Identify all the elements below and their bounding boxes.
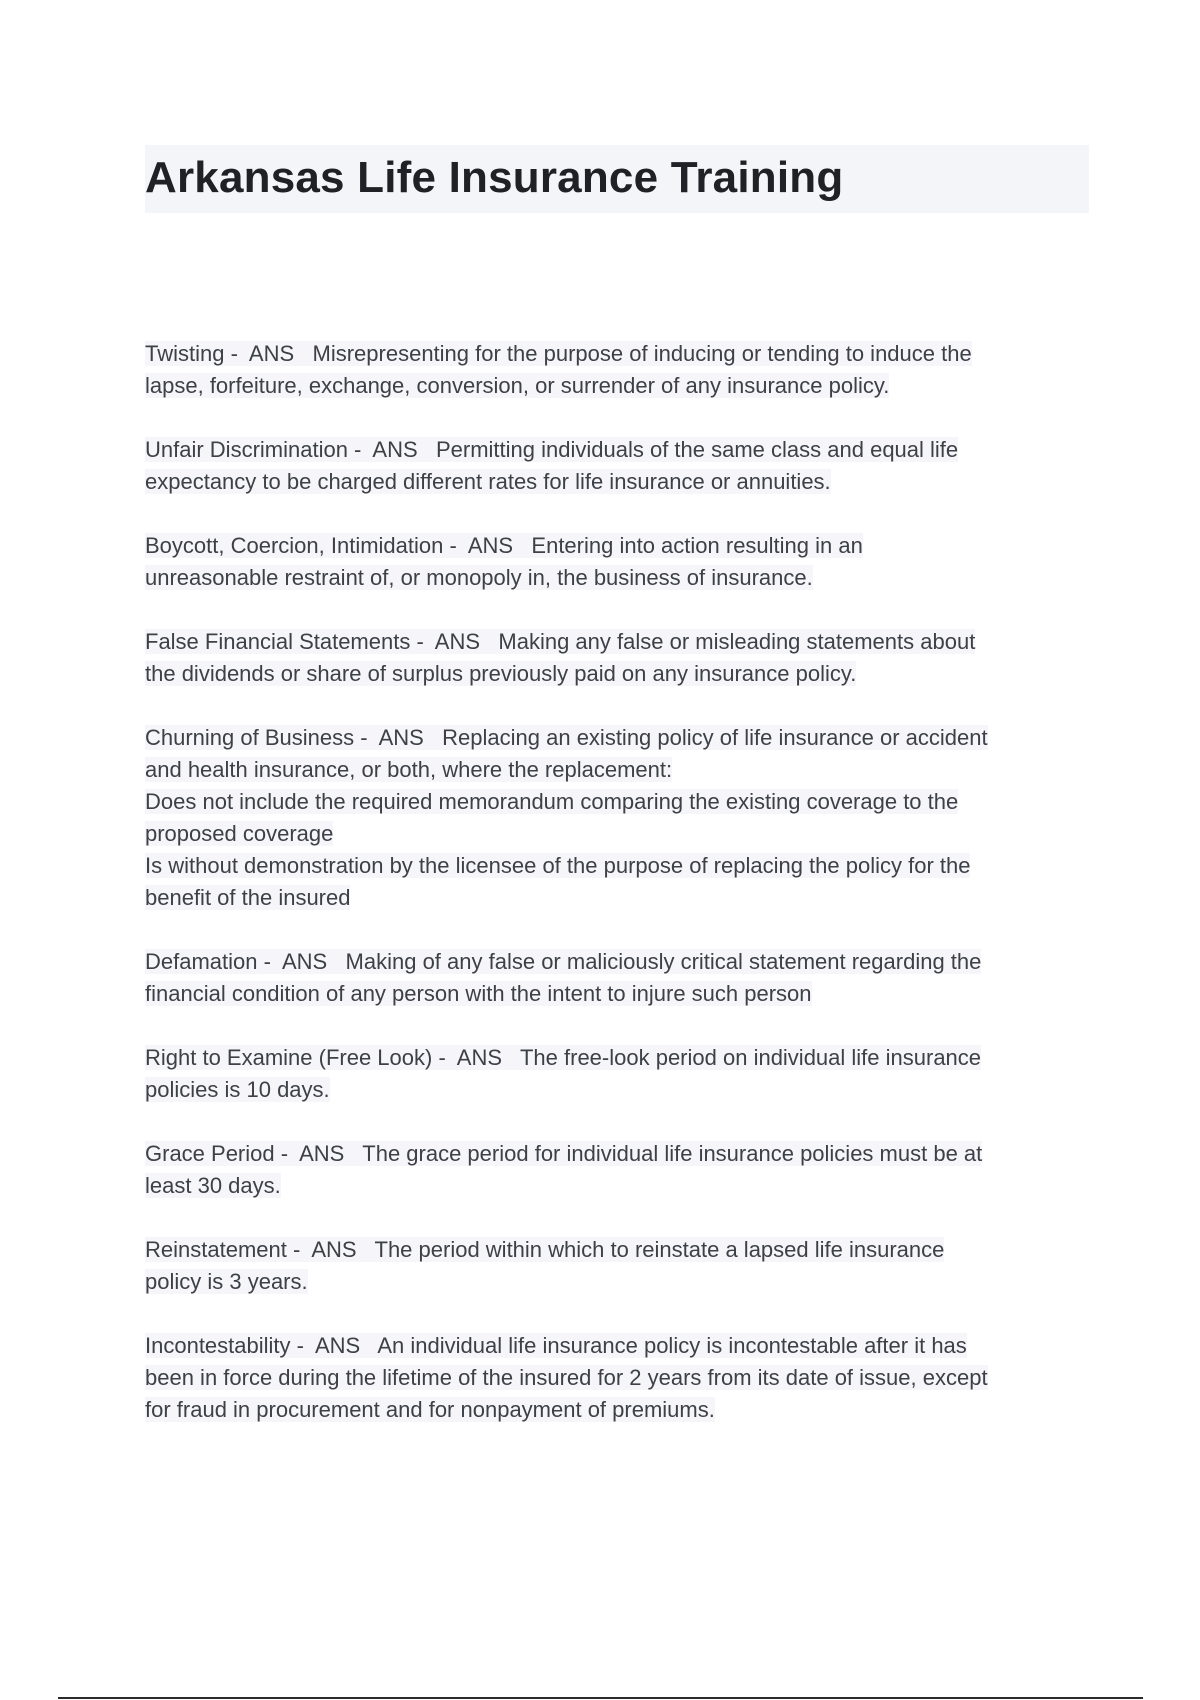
line-highlight [145,629,975,654]
term-entry [145,1234,1085,1298]
entry-line [145,434,1085,466]
answer-marker: ANS [467,533,514,558]
line-highlight [145,1333,967,1358]
line-highlight [145,1173,281,1198]
entry-definition-text: Making of any false or maliciously critical statement regarding the [327,949,982,974]
entry-definition-text: Misrepresenting for the purpose of inducing or tending to induce the [294,341,972,366]
entry-definition-text: least 30 days. [145,1173,281,1198]
entry-line [145,786,1085,818]
entry-line [145,754,1085,786]
entry-definition-text: for fraud in procurement and for nonpayment of premiums. [145,1397,715,1422]
line-highlight [145,565,813,590]
entry-line [145,1074,1085,1106]
entry-term: Defamation - [145,949,282,974]
page-title: Arkansas Life Insurance Training [145,153,844,202]
entry-line [145,1170,1085,1202]
entry-line [145,1042,1085,1074]
entry-list [145,338,1085,1458]
entry-definition-text: proposed coverage [145,821,334,846]
entry-definition-text: lapse, forfeiture, exchange, conversion, or surrender of any insurance policy. [145,373,890,398]
entry-definition-text: and health insurance, or both, where the replacement: [145,757,673,782]
entry-line [145,882,1085,914]
entry-line [145,1394,1085,1426]
line-highlight [145,853,970,878]
entry-term: Boycott, Coercion, Intimidation - [145,533,468,558]
entry-definition-text: financial condition of any person with the intent to injure such person [145,981,812,1006]
line-highlight [145,373,889,398]
term-entry [145,626,1085,690]
entry-definition-text: Does not include the required memorandum comparing the existing coverage to the [145,789,959,814]
answer-marker: ANS [248,341,295,366]
line-highlight [145,533,863,558]
term-entry [145,1330,1085,1426]
answer-marker: ANS [281,949,328,974]
entry-line [145,658,1085,690]
line-highlight [145,949,981,974]
entry-line [145,626,1085,658]
entry-line [145,530,1085,562]
entry-line [145,370,1085,402]
entry-term: Unfair Discrimination - [145,437,373,462]
line-highlight [145,821,333,846]
entry-line [145,562,1085,594]
line-highlight [145,437,958,462]
entry-term: Incontestability - [145,1333,315,1358]
line-highlight [145,1365,988,1390]
term-entry [145,1042,1085,1106]
line-highlight [145,757,672,782]
entry-definition-text: policies is 10 days. [145,1077,330,1102]
entry-definition-text: Replacing an existing policy of life insurance or accident [423,725,988,750]
answer-marker: ANS [311,1237,357,1262]
line-highlight [145,1141,982,1166]
line-highlight [145,1269,308,1294]
entry-term: Twisting - [145,341,249,366]
footer-divider [58,1697,1143,1699]
entry-definition-text: benefit of the insured [145,885,351,910]
entry-term: Grace Period - [145,1141,300,1166]
answer-marker: ANS [378,725,424,750]
line-highlight [145,885,350,910]
answer-marker: ANS [314,1333,361,1358]
entry-line [145,722,1085,754]
entry-definition-text: policy is 3 years. [145,1269,308,1294]
answer-marker: ANS [456,1045,503,1070]
term-entry [145,434,1085,498]
line-highlight [145,981,812,1006]
entry-definition-text: Permitting individuals of the same class and equal life [417,437,959,462]
line-highlight [145,1077,330,1102]
entry-definition-text: The period within which to reinstate a lapsed life insurance [356,1237,945,1262]
entry-line [145,1362,1085,1394]
entry-definition-text: Entering into action resulting in an [513,533,863,558]
entry-definition-text: An individual life insurance policy is incontestable after it has [360,1333,967,1358]
entry-line [145,946,1085,978]
line-highlight [145,725,988,750]
entry-line [145,818,1085,850]
term-entry [145,1138,1085,1202]
line-highlight [145,341,972,366]
entry-definition-text: unreasonable restraint of, or monopoly in, the business of insurance. [145,565,813,590]
entry-line [145,1234,1085,1266]
entry-definition-text: The free-look period on individual life insurance [502,1045,982,1070]
line-highlight [145,469,831,494]
entry-definition-text: The grace period for individual life insurance policies must be at [344,1141,983,1166]
entry-definition-text: Is without demonstration by the licensee of the purpose of replacing the policy for the [145,853,971,878]
entry-term: Reinstatement - [145,1237,312,1262]
line-highlight [145,1397,715,1422]
line-highlight [145,1237,944,1262]
answer-marker: ANS [434,629,481,654]
entry-line [145,850,1085,882]
entry-definition-text: been in force during the lifetime of the insured for 2 years from its date of issue, except [145,1365,988,1390]
line-highlight [145,789,958,814]
term-entry [145,338,1085,402]
line-highlight [145,661,856,686]
entry-term: Right to Examine (Free Look) - [145,1045,457,1070]
term-entry [145,722,1085,914]
entry-line [145,978,1085,1010]
entry-line [145,1266,1085,1298]
line-highlight [145,1045,981,1070]
entry-term: Churning of Business - [145,725,379,750]
entry-definition-text: Making any false or misleading statements about [480,629,976,654]
entry-line [145,338,1085,370]
entry-term: False Financial Statements - [145,629,435,654]
term-entry [145,530,1085,594]
answer-marker: ANS [299,1141,345,1166]
entry-definition-text: expectancy to be charged different rates for life insurance or annuities. [145,469,831,494]
term-entry [145,946,1085,1010]
entry-line [145,1138,1085,1170]
entry-definition-text: the dividends or share of surplus previously paid on any insurance policy. [145,661,857,686]
answer-marker: ANS [372,437,418,462]
entry-line [145,1330,1085,1362]
entry-line [145,466,1085,498]
